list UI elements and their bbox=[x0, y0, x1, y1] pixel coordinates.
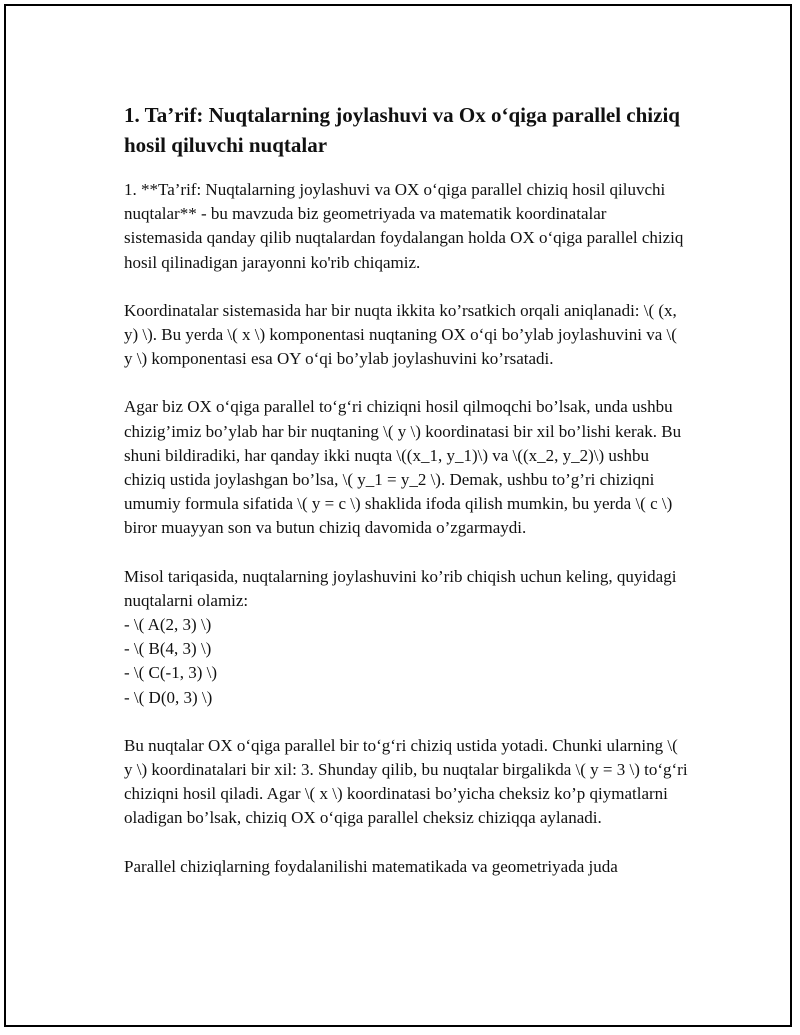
example-intro-paragraph: Misol tariqasida, nuqtalarning joylashuvini ko’rib chiqish uchun keling, quyidagi nuqtalarni olamiz: bbox=[124, 566, 677, 610]
page-frame bbox=[4, 4, 792, 1027]
list-item: - \( C(-1, 3) \) bbox=[124, 663, 218, 683]
coordinates-paragraph: Koordinatalar sistemasida har bir nuqta ikkita ko’rsatkich orqali aniqlanadi: \( (x, y) \). Bu yerda \( x \) komponentasi nuqtaning OX o‘qi bo’ylab joylashuvini va \( y \) komponentasi esa OY o‘qi bo’ylab joylashuvini ko’rsatadi. bbox=[124, 300, 677, 369]
intro-paragraph: 1. **Ta’rif: Nuqtalarning joylashuvi va OX o‘qiga parallel chiziq hosil qiluvchi nuqtalar** - bu mavzuda biz geometriyada va matematik koordinatalar sistemasida qanday qilib nuqtalardan foydalangan holda OX o‘qiga parallel chiziq hosil qilinadigan jarayonni ko'rib chiqamiz. bbox=[124, 180, 684, 272]
document-body bbox=[124, 100, 689, 903]
list-item: - \( D(0, 3) \) bbox=[124, 687, 213, 707]
conclusion-paragraph: Bu nuqtalar OX o‘qiga parallel bir to‘g‘ri chiziq ustida yotadi. Chunki ularning \( y \) koordinatalari bir xil: 3. Shunday qilib, bu nuqtalar birgalikda \( y = 3 \) to‘g‘ri chiziqni hosil qiladi. Agar \( x \) koordinatasi bo’yicha cheksiz ko’p qiymatlarni oladigan bo’lsak, chiziq OX o‘qiga parallel cheksiz chiziqqa aylanadi. bbox=[124, 735, 688, 828]
list-item: - \( A(2, 3) \) bbox=[124, 615, 212, 635]
parallel-line-paragraph: Agar biz OX o‘qiga parallel to‘g‘ri chiziqni hosil qilmoqchi bo’lsak, unda ushbu chizig’imiz bo’ylab har bir nuqtaning \( y \) koordinatasi bir xil bo’lishi kerak. Bu shuni bildiradiki, har qanday ikki nuqta \((x_1, y_1)\) va \((x_2, y_2)\) ushbu chiziq ustida joylashgan bo’lsa, \( y_1 = y_2 \). Demak, ushbu to’g’ri chiziqni umumiy formula sifatida \( y = c \) shaklida ifoda qilish mumkin, bu yerda \( c \) biror muayyan son va butun chiziq davomida o’zgarmaydi. bbox=[124, 397, 682, 538]
document-title: 1. Ta’rif: Nuqtalarning joylashuvi va Ox o‘qiga parallel chiziq hosil qiluvchi nuqtalar bbox=[124, 103, 680, 157]
list-item: - \( B(4, 3) \) bbox=[124, 639, 212, 659]
usage-paragraph: Parallel chiziqlarning foydalanilishi matematikada va geometriyada juda bbox=[124, 856, 618, 876]
points-list bbox=[124, 613, 689, 710]
